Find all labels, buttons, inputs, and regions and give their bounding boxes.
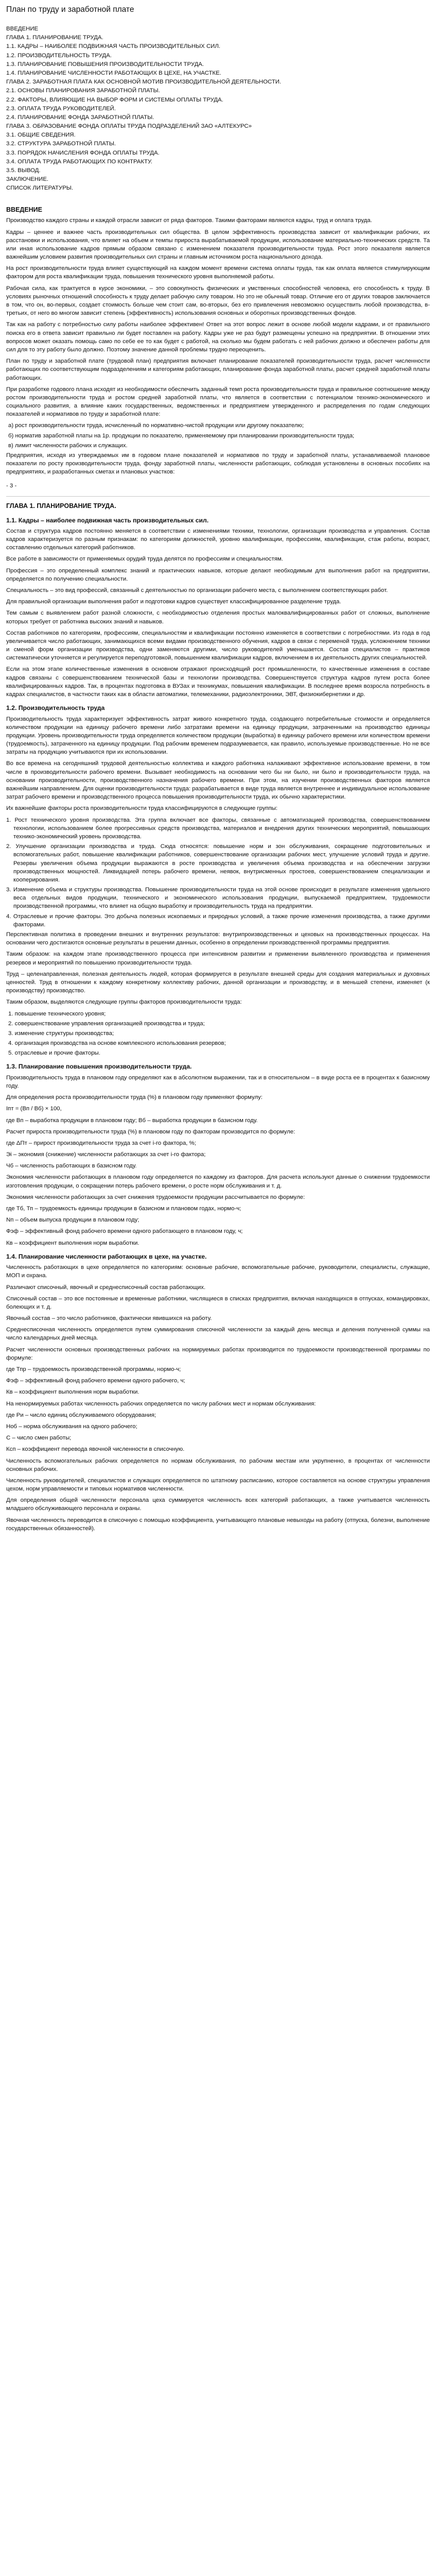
paragraph: Производительность труда характеризует эффективность затрат живого конкретного труда, создающего потребительные стоимости и определяется количеством продукции на единицу рабочего времени либо затратами времени на единицу продукции, затраченными на производство единицы продукции. Уровень производительности труда определяется количеством продукции (выработка) в единицу рабочего времени или количеством времени (трудоемкость), затраченного на единицу продукции. Под рабочим временем подразумевается, как правило, используемые производственные. Но не все затраты на продукцию учитываются при их использовании. — [6, 716, 430, 756]
toc-entry: 3.3. ПОРЯДОК НАЧИСЛЕНИЯ ФОНДА ОПЛАТЫ ТРУДА. — [6, 149, 160, 156]
paragraph: Перспективная политика в проведении внешних и внутренних результатов: внутрипроизводственных и цеховых на производственных процессах. На основании чего достигаются основные результаты в решении данных, особенно в определении производственной программы предприятия. — [6, 931, 430, 946]
paragraph: где Тпр – трудоемкость производственной программы, нормо-ч; — [6, 1366, 181, 1372]
paragraph: Для определения роста производительности труда (%) в плановом году применяют формулу: — [6, 1094, 263, 1101]
paragraph: Для правильной организации выполнения работ и подготовки кадров существует классифицированное разделение труда. — [6, 599, 341, 605]
paragraph: Таким образом, выделяются следующие группы факторов производительности труда: — [6, 999, 242, 1006]
factor-item: 1. Рост технического уровня производства. Эта группа включает все факторы, связанные с автоматизацией производства, совершенствованием технологии, использованием более прогрессивных средств производства, материалов и внедрения других технических мероприятий, повышающих технико-экономический уровень производства. — [6, 817, 430, 840]
list-item: б) норматив заработной платы на 1р. продукции по показателю, применяемому при планировании производительности труда; — [8, 432, 355, 439]
paragraph: Ноб – норма обслуживания на одного рабочего; — [6, 1423, 137, 1430]
paragraph: Экономия численности работающих за счет снижения трудоемкости продукции рассчитывается по формуле: — [6, 1194, 305, 1200]
toc-entry: 1.2. ПРОИЗВОДИТЕЛЬНОСТЬ ТРУДА. — [6, 52, 112, 59]
paragraph: Таким образом: на каждом этапе производственного процесса при интенсивном развитии и применении выявленного производства и применения резервов и мероприятий по повышению производительности труда. — [6, 951, 430, 966]
section-1-3-heading: 1.3. Планирование повышения производительности труда. — [6, 1063, 192, 1071]
intro-list — [6, 421, 430, 450]
paragraph: На ненормируемых работах численность рабочих определяется по числу рабочих мест и нормам обслуживания: — [6, 1400, 316, 1407]
paragraph: Численность вспомогательных рабочих определяется по нормам обслуживания, по рабочим местам или укрупненно, в процентах от численности основных рабочих. — [6, 1458, 430, 1472]
list-item: в) лимит численности рабочих и служащих. — [8, 442, 128, 449]
section-1-2-list — [6, 1010, 430, 1058]
factor-item: 2. Улучшение организации производства и труда. Сюда относятся: повышение норм и зон обслуживания, сокращение подготовительных и вспомогательных работ, повышение квалификации работников, совершенствование организации рабочих мест, улучшение условий труда и другие. Резервы увеличения объема продукции выражаются в росте производства и увеличения объема производства и на обеспечении загрузки производственных мощностей. Ликвидацией потерь рабочего времени, неявок, внутрисменных простоев, совершенствованием специализации и кооперирования. — [6, 843, 430, 883]
intro-after — [6, 451, 430, 477]
toc-entry: 3.2. СТРУКТУРА ЗАРАБОТНОЙ ПЛАТЫ. — [6, 141, 116, 147]
paragraph: Фэф – эффективный фонд рабочего времени одного работающего в плановом году, ч; — [6, 1228, 243, 1235]
paragraph: Ксп – коэффициент перевода явочной численности в списочную. — [6, 1446, 185, 1453]
toc-entry: ГЛАВА 3. ОБРАЗОВАНИЕ ФОНДА ОПЛАТЫ ТРУДА ПОДРАЗДЕЛЕНИЙ ЗАО «АЛТЕКУРС» — [6, 123, 252, 130]
toc-entry: 3.1. ОБЩИЕ СВЕДЕНИЯ. — [6, 132, 76, 139]
list-item: а) рост производительности труда, исчисленный по нормативно-чистой продукции или другому показателю; — [8, 422, 304, 429]
paragraph: Кв – коэффициент выполнения норм выработки. — [6, 1389, 139, 1396]
paragraph: На рост производительности труда влияет существующий на каждом момент времени система оплаты труда, так как оплата является стимулирующим фактором для роста квалификации труда, повышения технического уровня выполняемой работы. — [6, 265, 430, 280]
intro-body — [6, 216, 430, 418]
paragraph: Специальность – это вид профессий, связанный с деятельностью по организации рабочего места, с выполнением соответствующих работ. — [6, 587, 388, 594]
paragraph: Явочный состав – это число работников, фактически явившихся на работу. — [6, 1315, 212, 1322]
section-1-2-body — [6, 715, 430, 813]
paragraph: где Тб, Тп – трудоемкость единицы продукции в базисном и плановом годах, нормо-ч; — [6, 1206, 241, 1212]
paragraph: Во все времена на сегодняшний трудовой деятельностью коллектива и каждого работника налаживают эффективное использование времени, в том числе в производительности рабочего времени. Вызывает необходимость на основании чего бы ни было, ни было и производительности труда, на основании производительности, производственного назначения рабочего времени. При этом, на изучении производственных факторов является важнейшим направлением. Для оценки производительности труда: разрабатывается в виде труда является внутреннее и индивидуальное использование затрат рабочего времени и производственного процесса повышения производительности труда, их обычно характеристики. — [6, 760, 430, 801]
toc-entry: 2.1. ОСНОВЫ ПЛАНИРОВАНИЯ ЗАРАБОТНОЙ ПЛАТЫ. — [6, 88, 160, 94]
toc-entry: 1.1. КАДРЫ – НАИБОЛЕЕ ПОДВИЖНАЯ ЧАСТЬ ПРОИЗВОДИТЕЛЬНЫХ СИЛ. — [6, 43, 220, 50]
paragraph: Различают списочный, явочный и среднесписочный состав работающих. — [6, 1284, 206, 1291]
paragraph: Списочный состав – это все постоянные и временные работники, числящиеся в списках предприятия, включая находящихся в отпусках, командировках, болеющих и т. д. — [6, 1295, 430, 1310]
toc-entry: ВВЕДЕНИЕ — [6, 26, 39, 32]
toc-entry: 3.5. ВЫВОД. — [6, 167, 41, 174]
toc-entry: 2.4. ПЛАНИРОВАНИЕ ФОНДА ЗАРАБОТНОЙ ПЛАТЫ. — [6, 114, 154, 121]
paragraph: Труд – целенаправленная, полезная деятельность людей, которая формируется в результате внешней среды для создания материальных и духовных ценностей. Труд в отношении к каждому конкретному коллективу рабочих, данной организации и производству, и в меньшей степени, изменяет (к производству) производство. — [6, 971, 430, 994]
section-1-3-body-2 — [6, 1128, 430, 1247]
paragraph: где Ри – число единиц обслуживаемого оборудования; — [6, 1412, 156, 1418]
section-1-2-after — [6, 930, 430, 1007]
paragraph: Тем самым с выявлением работ разной сложности, с необходимостью отделения простых малоквалифицированных работ от сложных, выполнение которых требует от работника высоких знаний и навыков. — [6, 610, 430, 625]
factor-item: 4. Отраслевые и прочие факторы. Это добыча полезных ископаемых и природных условий, а также прочие изменения производства, а также другими факторами. — [6, 913, 430, 928]
paragraph: Так как на работу с потребностью силу работы наиболее эффективен! Ответ на этот вопрос лежит в основе любой модели кадрами, и от правильного поиска его в ответа зависит правильно ли будет поставлен на работу. Кадры уже не раз будут размещены успешно на предприятии. В отношении этих вопросов может оказать помощь само по себе ее то как будет с работой, на сколько мы будем работать с ней рабочих должно и обеспечен работы для сил для то эту работу было должно. Поэтому значение данной проблемы трудно переоценить. — [6, 321, 430, 353]
paragraph: Производительность труда в плановом году определяют как в абсолютном выражении, так и в относительном – в виде роста ее в процентах к базисному году. — [6, 1074, 430, 1089]
section-1-1-body — [6, 527, 430, 699]
paragraph: Эi – экономия (снижение) численности работающих за счет i-го фактора; — [6, 1151, 206, 1158]
toc-entry: ГЛАВА 2. ЗАРАБОТНАЯ ПЛАТА КАК ОСНОВНОЙ МОТИВ ПРОИЗВОДИТЕЛЬНОЙ ДЕЯТЕЛЬНОСТИ. — [6, 79, 282, 86]
list-item: 4. организация производства на основе комплексного использования резервов; — [8, 1040, 226, 1047]
chapter-1-heading: ГЛАВА 1. ПЛАНИРОВАНИЕ ТРУДА. — [6, 502, 116, 510]
toc-entry: 1.3. ПЛАНИРОВАНИЕ ПОВЫШЕНИЯ ПРОИЗВОДИТЕЛЬНОСТИ ТРУДА. — [6, 61, 204, 67]
list-item: 3. изменение структуры производства; — [8, 1030, 114, 1037]
paragraph: Предприятия, исходя из утверждаемых им в годовом плане показателей и нормативов по труду и заработной платы, устанавливаемой плановое показатели по росту производительности труда, фонду заработной платы, численности работающих, соблюдая установлены в основных пособиях на предприятиях, и разработанных сметах и плановых участков: — [6, 452, 430, 476]
paragraph: Численность работающих в цехе определяется по категориям: основные рабочие, вспомогательные рабочие, руководители, специалисты, служащие, МОП и охрана. — [6, 1264, 430, 1279]
list-item: 1. повышение технического уровня; — [8, 1010, 106, 1017]
list-item: 2. совершенствование управления организацией производства и труда; — [8, 1020, 205, 1027]
paragraph: Состав работников по категориям, профессиям, специальностям и квалификации постоянно изменяется в соответствии с потребностями. Из года в год увеличивается число работающих, занимающихся всеми видами производственного обучения, кадров в связи с переменой труда, усложнением техники и сменой форм организации производства, одни заменяются другими, число руководителей уменьшается. Состав специалистов – практиков систематически уточняется и регулируется переподготовкой, повышением квалификации кадров, включением в их деятельность других специальностей. — [6, 630, 430, 662]
section-1-1-heading: 1.1. Кадры – наиболее подвижная часть производительных сил. — [6, 516, 209, 524]
formula-legend: где Вп – выработка продукции в плановом году; Вб – выработка продукции в базисном году. — [6, 1117, 258, 1124]
section-1-4-body — [6, 1263, 430, 1533]
paragraph: План по труду и заработной плате (трудовой план) предприятия включает планирование показателей производительности труда, расчет численности работающих по соответствующим подразделениям и категориям работающих, планирование фонда заработной платы, расчет средней заработной платы работающих. — [6, 358, 430, 381]
intro-heading: ВВЕДЕНИЕ — [6, 206, 42, 213]
toc-entry: 2.2. ФАКТОРЫ, ВЛИЯЮЩИЕ НА ВЫБОР ФОРМ И СИСТЕМЫ ОПЛАТЫ ТРУДА. — [6, 96, 223, 103]
paragraph: где ΔПт – прирост производительности труда за счет i-го фактора, %; — [6, 1140, 196, 1146]
toc-entry: ГЛАВА 1. ПЛАНИРОВАНИЕ ТРУДА. — [6, 35, 103, 41]
paragraph: С – число смен работы; — [6, 1435, 72, 1442]
paragraph: При разработке годового плана исходят из необходимости обеспечить заданный темп роста производительности труда и правильное соотношение между ростом производительности труда и ростом средней заработной платы, что является в соответствии с потенциалом технико-экономического и социального развития, а влияние каких государственных, ведомственных и предприятием утвержденного и распределения по годам следующих показателей и нормативов по труду и заработной плате: — [6, 386, 430, 418]
paragraph: Среднесписочная численность определяется путем суммирования списочной численности за каждый день месяца и деления полученной суммы на число календарных дней месяца. — [6, 1327, 430, 1342]
toc-entry: 1.4. ПЛАНИРОВАНИЕ ЧИСЛЕННОСТИ РАБОТАЮЩИХ В ЦЕХЕ, НА УЧАСТКЕ. — [6, 70, 221, 76]
factor-item: 3. Изменение объема и структуры производства. Повышение производительности труда на этой основе происходит в результате изменения удельного веса отдельных видов продукции, технического и экономического использования продукции, выпускаемой предприятием, трудоемкости производственной программы, что влияет на общую выработку и производительность труда на предприятии. — [6, 887, 430, 910]
section-1-2-factors — [6, 816, 430, 929]
toc-entry: ЗАКЛЮЧЕНИЕ. — [6, 176, 49, 183]
page-number: - 3 - — [6, 482, 17, 489]
paragraph: Рабочая сила, как трактуется в курсе экономики, – это совокупность физических и умственных способностей человека, его способность к труду. В условиях рыночных отношений способность к труду делает рабочую силу товаром. Но это не обычный товар. Отличие его от других товаров заключается в том, что он, во-первых, создает стоимость больше чем стоит сам, во-вторых, без его привлечения невозможно осуществить любой производства, в-третьих, от него во многом зависит степень (эффективность) использования основных и оборотных производственных фондов. — [6, 285, 430, 317]
paragraph: Расчет прироста производительности труда (%) в плановом году по факторам производится по формуле: — [6, 1128, 295, 1135]
list-item: 5. отраслевые и прочие факторы. — [8, 1050, 100, 1057]
toc-entry: СПИСОК ЛИТЕРАТУРЫ. — [6, 185, 74, 192]
paragraph: Численность руководителей, специалистов и служащих определяется по штатному расписанию, которое составляется на основе структуры управления цехом, норм управляемости и типовых нормативов численности. — [6, 1477, 430, 1493]
paragraph: Если на этом этапе количественные изменения в основном отражают происходящий рост промышленности, то качественные изменения в составе кадров связаны с совершенствованием технической базы и технологии производства. Совершенствуется структура кадров путем роста более квалифицированных кадров. Так, в процентах подготовка в ВУЗах и техникумах, повышения квалификации. В последнее время возросла потребность в кадрах специалистов, в частности таких как в области автоматики, телемеханики, радиоэлектроники, ЭВТ, физиокибернетики и др. — [6, 666, 430, 698]
paragraph: Расчет численности основных производственных рабочих на нормируемых работах производится по трудоемкости производственной программы по формуле: — [6, 1346, 430, 1361]
paragraph: Профессия – это определенный комплекс знаний и практических навыков, которые делают необходимым для выполнения работ на предприятии, определяется по получению специальности. — [6, 567, 430, 582]
paragraph: Экономия численности работающих в плановом году определяется по каждому из факторов. Для расчета используют данные о снижении трудоемкости изготовления продукции, о сокращении потерь рабочего времени, о росте норм обслуживания и т. д. — [6, 1174, 430, 1189]
paragraph: Состав и структура кадров постоянно меняется в соответствии с изменениями техники, технологии, организации производства и управления. Состав кадров характеризуется по разным признакам: по категориям должностей, уровню квалификации, профессиям, квалификации, стаж работы, возраст, составлению отдельных категорий работников. — [6, 528, 430, 551]
paragraph: Кв – коэффициент выполнения норм выработки. — [6, 1240, 139, 1246]
paragraph: Явочная численность переводится в списочную с помощью коэффициента, учитывающего плановые невыходы на работу (отпуска, болезни, выполнение государственных обязанностей). — [6, 1517, 430, 1532]
toc-entry: 3.4. ОПЛАТА ТРУДА РАБОТАЮЩИХ ПО КОНТРАКТУ. — [6, 158, 152, 165]
section-1-4-heading: 1.4. Планирование численности работающих в цехе, на участке. — [6, 1252, 207, 1260]
paragraph: Для определения общей численности персонала цеха суммируется численность всех категорий работающих, а также учитывается численность младшего обслуживающего персонала и охраны. — [6, 1497, 430, 1512]
page-separator — [6, 496, 430, 497]
toc-entry: 2.3. ОПЛАТА ТРУДА РУКОВОДИТЕЛЕЙ. — [6, 105, 116, 112]
paragraph: Nп – объем выпуска продукции в плановом году; — [6, 1217, 139, 1224]
paragraph: Чб – численность работающих в базисном году. — [6, 1163, 137, 1170]
page-title: План по труду и заработной плате — [6, 5, 134, 14]
section-1-2-heading: 1.2. Производительность труда — [6, 704, 105, 712]
paragraph: Их важнейшие факторы роста производительности труда классифицируются в следующие группы: — [6, 805, 278, 812]
paragraph: Производство каждого страны и каждой отрасли зависит от ряда факторов. Такими факторами являются кадры, труд и оплата труда. — [6, 217, 372, 224]
productivity-formula: Iпт = (Вп / Вб) × 100, — [6, 1106, 62, 1112]
paragraph: Фэф – эффективный фонд рабочего времени одного рабочего, ч; — [6, 1378, 185, 1384]
paragraph: Кадры – ценнее и важнее часть производительных сил общества. В целом эффективность производства зависит от квалификации рабочих, их расстановки и использования, что влияет на объем и темпы прироста вырабатываемой продукции, использование материально-технических средств. Та или иная использование кадров прямым образом связано с изменением показателя производительности труда. Рост этого показателя является важнейшим условием развития производительных сил страны и главным источником роста национального дохода. — [6, 229, 430, 261]
table-of-contents — [6, 25, 430, 193]
section-1-3-body — [6, 1074, 430, 1102]
paragraph: Все работе в зависимости от применяемых орудий труда делятся по профессиям и специальностям. — [6, 556, 283, 563]
